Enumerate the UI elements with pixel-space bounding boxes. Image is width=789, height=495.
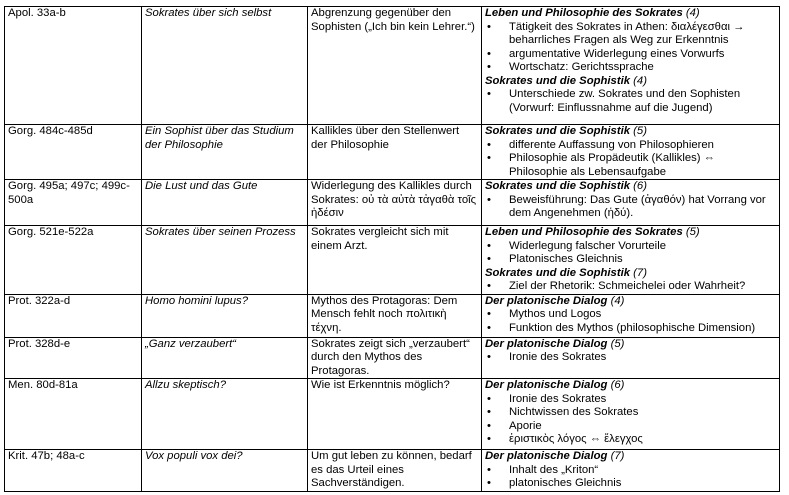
title-cell: Vox populi vox dei? — [142, 450, 308, 492]
topic-bullet: • Ironie des Sokrates — [485, 393, 776, 407]
topic-bullet: • Platonisches Gleichnis — [485, 253, 776, 267]
curriculum-table — [4, 6, 780, 492]
title-cell: Allzu skeptisch? — [142, 379, 308, 450]
topic-title: Der platonische Dialog — [485, 450, 608, 462]
topic-heading — [485, 267, 776, 281]
table-row — [5, 294, 780, 337]
topic-bullet: • Widerlegung falscher Vorurteile — [485, 240, 776, 254]
topics-cell — [482, 226, 780, 295]
topic-title: Sokrates und die Sophistik — [485, 266, 631, 279]
topic-title: Der platonische Dialog — [485, 379, 608, 391]
title-cell: Ein Sophist über das Studium der Philosophie — [142, 125, 308, 180]
topic-title: Sokrates und die Sophistik — [485, 74, 631, 87]
content-cell: Abgrenzung gegenüber den Sophisten („Ich bin kein Lehrer.“) — [308, 7, 482, 125]
topic-number: (7) — [633, 266, 647, 279]
content-cell: Sokrates vergleicht sich mit einem Arzt. — [308, 226, 482, 295]
text-reference-cell: Apol. 33a-b — [5, 7, 142, 125]
topic-number: (5) — [633, 125, 647, 137]
topic-bullet-list — [485, 139, 776, 180]
topic-bullet-list — [485, 351, 776, 365]
topics-cell — [482, 450, 780, 492]
topic-bullet-list — [485, 21, 776, 75]
title-cell: Sokrates über seinen Prozess — [142, 226, 308, 295]
topic-number: (4) — [610, 294, 625, 307]
topic-bullet: • ἐριστικὸς λόγος ⇔ ἔλεγχος — [485, 433, 776, 447]
content-cell: Mythos des Protagoras: Dem Mensch fehlt noch πολιτικὴ τέχνη. — [308, 294, 482, 337]
topic-bullet-list — [485, 240, 776, 267]
topic-heading — [485, 125, 776, 139]
table-row — [5, 180, 780, 226]
topic-number: (6) — [610, 379, 625, 391]
topics-cell — [482, 294, 780, 337]
title-cell: Sokrates über sich selbst — [142, 7, 308, 125]
text-reference-cell: Krit. 47b; 48a-c — [5, 450, 142, 492]
topic-bullet: • Ziel der Rhetorik: Schmeichelei oder Wahrheit? — [485, 280, 776, 294]
topics-cell — [482, 125, 780, 180]
table-row — [5, 450, 780, 492]
topic-title: Sokrates und die Sophistik — [485, 125, 631, 137]
topic-bullet: • Beweisführung: Das Gute (ἀγαθόν) hat Vorrang vor dem Angenehmen (ἡδύ). — [485, 194, 776, 221]
content-cell: Um gut leben zu können, bedarf es das Urteil eines Sachverständigen. — [308, 450, 482, 492]
topic-bullet: • Mythos und Logos — [485, 308, 776, 322]
table-row — [5, 337, 780, 379]
topic-bullet: • differente Auffassung von Philosophieren — [485, 139, 776, 153]
topic-title: Sokrates und die Sophistik — [485, 180, 631, 192]
topic-heading — [485, 338, 776, 352]
topic-bullet-list — [485, 194, 776, 221]
title-cell: Homo homini lupus? — [142, 294, 308, 337]
topic-heading — [485, 379, 776, 393]
topic-number: (7) — [610, 450, 625, 462]
topic-number: (5) — [685, 226, 700, 238]
topic-heading — [485, 75, 776, 89]
table-row — [5, 7, 780, 125]
topic-bullet: • argumentative Widerlegung eines Vorwurfs — [485, 48, 776, 62]
table-row — [5, 379, 780, 450]
topic-heading — [485, 226, 776, 240]
text-reference-cell: Prot. 322a-d — [5, 294, 142, 337]
content-cell: Wie ist Erkenntnis möglich? — [308, 379, 482, 450]
topic-bullet: • Funktion des Mythos (philosophische Dimension) — [485, 322, 776, 336]
table-row — [5, 125, 780, 180]
content-cell: Widerlegung des Kallikles durch Sokrates: οὐ τὰ αὐτὰ τἀγαθὰ τοῖς ἡδέσιν — [308, 180, 482, 226]
text-reference-cell: Gorg. 521e-522a — [5, 226, 142, 295]
topic-bullet: • Philosophie als Propädeutik (Kallikles) ⇔ Philosophie als Lebensaufgabe — [485, 152, 776, 179]
topic-bullet-list — [485, 88, 776, 115]
topic-bullet: • Nichtwissen des Sokrates — [485, 406, 776, 420]
topic-bullet: • Unterschiede zw. Sokrates und den Sophisten (Vorwurf: Einflussnahme auf die Jugend) — [485, 88, 776, 115]
topic-title: Der platonische Dialog — [485, 294, 608, 307]
topic-number: (4) — [685, 7, 700, 19]
content-cell: Sokrates zeigt sich „verzaubert“ durch den Mythos des Protagoras. — [308, 337, 482, 379]
topic-title: Leben und Philosophie des Sokrates — [485, 7, 683, 19]
topic-heading — [485, 450, 776, 464]
topic-heading — [485, 7, 776, 21]
content-cell: Kallikles über den Stellenwert der Philosophie — [308, 125, 482, 180]
title-cell: „Ganz verzaubert“ — [142, 337, 308, 379]
topic-heading — [485, 295, 776, 309]
text-reference-cell: Prot. 328d-e — [5, 337, 142, 379]
text-reference-cell: Men. 80d-81a — [5, 379, 142, 450]
text-reference-cell: Gorg. 484c-485d — [5, 125, 142, 180]
topic-bullet-list — [485, 393, 776, 447]
topics-cell — [482, 7, 780, 125]
table-row — [5, 226, 780, 295]
topic-bullet-list — [485, 280, 776, 294]
topics-cell — [482, 180, 780, 226]
topic-title: Der platonische Dialog — [485, 337, 608, 350]
topic-heading — [485, 180, 776, 194]
topic-title: Leben und Philosophie des Sokrates — [485, 226, 683, 238]
topic-bullet: • Aporie — [485, 420, 776, 434]
topic-number: (6) — [633, 180, 647, 192]
title-cell: Die Lust und das Gute — [142, 180, 308, 226]
topic-bullet-list — [485, 464, 776, 491]
topic-bullet: • Wortschatz: Gerichtssprache — [485, 61, 776, 75]
topic-bullet-list — [485, 308, 776, 335]
topics-cell — [482, 337, 780, 379]
text-reference-cell: Gorg. 495a; 497c; 499c-500a — [5, 180, 142, 226]
topic-bullet: • platonisches Gleichnis — [485, 477, 776, 491]
topic-bullet: • Ironie des Sokrates — [485, 351, 776, 365]
topic-bullet: • Inhalt des „Kriton“ — [485, 464, 776, 478]
topics-cell — [482, 379, 780, 450]
topic-number: (5) — [610, 337, 625, 350]
topic-bullet: • Tätigkeit des Sokrates in Athen: διαλέγεσθαι → beharrliches Fragen als Weg zur Erkenntnis — [485, 21, 776, 48]
topic-number: (4) — [633, 74, 647, 87]
